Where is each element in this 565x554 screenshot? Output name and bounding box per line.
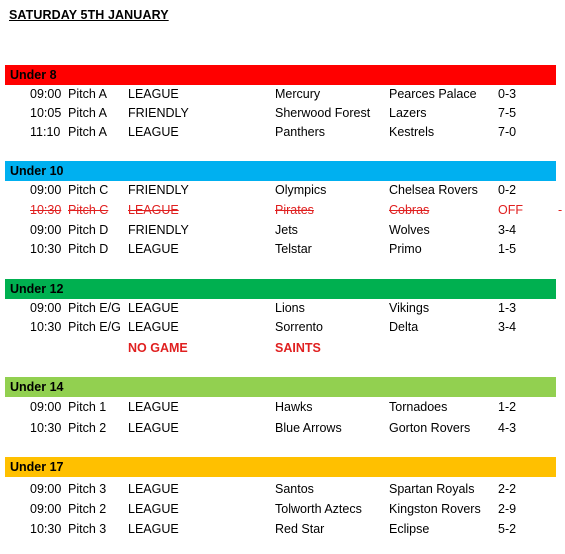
- home-team: Jets: [275, 223, 298, 237]
- match-type: LEAGUE: [128, 301, 179, 315]
- home-team: Lions: [275, 301, 305, 315]
- fixture-row: [0, 104, 565, 123]
- score: 1-3: [498, 301, 517, 315]
- away-team: Spartan Royals: [389, 482, 475, 496]
- pitch: Pitch 3: [68, 522, 107, 536]
- score: 1-2: [498, 400, 517, 414]
- kickoff-time: 10:30: [30, 242, 62, 256]
- pitch: Pitch A: [68, 87, 107, 101]
- home-team: Olympics: [275, 183, 327, 197]
- away-team: Kestrels: [389, 125, 435, 139]
- pitch: Pitch 2: [68, 421, 107, 435]
- kickoff-time: 09:00: [30, 482, 62, 496]
- fixture-row: [0, 419, 565, 438]
- fixture-row: [0, 221, 565, 240]
- match-type: LEAGUE: [128, 87, 179, 101]
- fixture-row: [0, 181, 565, 200]
- fixture-row: [0, 500, 565, 519]
- kickoff-time: 10:30: [30, 203, 62, 217]
- section-header-under-17: Under 17: [5, 457, 556, 477]
- pitch: Pitch E/G: [68, 320, 121, 334]
- match-type: LEAGUE: [128, 421, 179, 435]
- match-type: LEAGUE: [128, 482, 179, 496]
- kickoff-time: 10:30: [30, 421, 62, 435]
- kickoff-time: 09:00: [30, 301, 62, 315]
- match-type: LEAGUE: [128, 320, 179, 334]
- fixture-row: [0, 480, 565, 499]
- away-team: Pearces Palace: [389, 87, 477, 101]
- away-team: Wolves: [389, 223, 430, 237]
- score: 0-3: [498, 87, 517, 101]
- home-team: Tolworth Aztecs: [275, 502, 362, 516]
- match-type: LEAGUE: [128, 242, 179, 256]
- fixture-row: [0, 299, 565, 318]
- home-team: Blue Arrows: [275, 421, 342, 435]
- away-team: Primo: [389, 242, 422, 256]
- score-off: OFF: [498, 203, 523, 217]
- dash-mark: -: [558, 203, 563, 217]
- fixture-row-cancelled: [0, 201, 565, 220]
- away-team: Delta: [389, 320, 419, 334]
- kickoff-time: 09:00: [30, 502, 62, 516]
- pitch: Pitch E/G: [68, 301, 121, 315]
- fixture-row: [0, 240, 565, 259]
- away-team: Gorton Rovers: [389, 421, 471, 435]
- no-game-team: SAINTS: [275, 341, 321, 355]
- section-header-under-8: Under 8: [5, 65, 556, 85]
- match-type: FRIENDLY: [128, 106, 189, 120]
- home-team: Sherwood Forest: [275, 106, 371, 120]
- match-type: LEAGUE: [128, 125, 179, 139]
- home-team: Mercury: [275, 87, 321, 101]
- pitch: Pitch D: [68, 242, 109, 256]
- match-type: FRIENDLY: [128, 183, 189, 197]
- section-header-under-10: Under 10: [5, 161, 556, 181]
- kickoff-time: 09:00: [30, 400, 62, 414]
- pitch: Pitch 1: [68, 400, 107, 414]
- match-type: LEAGUE: [128, 400, 179, 414]
- pitch: Pitch A: [68, 125, 107, 139]
- kickoff-time: 10:30: [30, 522, 62, 536]
- pitch: Pitch A: [68, 106, 107, 120]
- kickoff-time: 10:05: [30, 106, 62, 120]
- match-type: LEAGUE: [128, 502, 179, 516]
- section-header-under-12: Under 12: [5, 279, 556, 299]
- score: 7-0: [498, 125, 517, 139]
- home-team: Telstar: [275, 242, 312, 256]
- away-team: Chelsea Rovers: [389, 183, 478, 197]
- away-team: Vikings: [389, 301, 430, 315]
- home-team: Santos: [275, 482, 314, 496]
- score: 1-5: [498, 242, 517, 256]
- pitch: Pitch D: [68, 223, 109, 237]
- match-type: LEAGUE: [128, 203, 179, 217]
- score: 3-4: [498, 320, 517, 334]
- no-game-label: NO GAME: [128, 341, 188, 355]
- page-title: SATURDAY 5TH JANUARY: [9, 8, 169, 22]
- kickoff-time: 10:30: [30, 320, 62, 334]
- kickoff-time: 09:00: [30, 87, 62, 101]
- fixture-row: [0, 123, 565, 142]
- score: 2-9: [498, 502, 517, 516]
- pitch: Pitch 3: [68, 482, 107, 496]
- fixture-row: [0, 520, 565, 539]
- match-type: LEAGUE: [128, 522, 179, 536]
- away-team: Cobras: [389, 203, 430, 217]
- away-team: Lazers: [389, 106, 427, 120]
- home-team: Sorrento: [275, 320, 323, 334]
- home-team: Panthers: [275, 125, 326, 139]
- kickoff-time: 09:00: [30, 183, 62, 197]
- score: 5-2: [498, 522, 517, 536]
- home-team: Hawks: [275, 400, 313, 414]
- score: 0-2: [498, 183, 517, 197]
- home-team: Red Star: [275, 522, 325, 536]
- section-header-under-14: Under 14: [5, 377, 556, 397]
- pitch: Pitch C: [68, 203, 109, 217]
- score: 7-5: [498, 106, 517, 120]
- pitch: Pitch 2: [68, 502, 107, 516]
- fixture-row: [0, 318, 565, 337]
- score: 2-2: [498, 482, 517, 496]
- fixture-row: [0, 398, 565, 417]
- home-team: Pirates: [275, 203, 314, 217]
- score: 3-4: [498, 223, 517, 237]
- away-team: Eclipse: [389, 522, 430, 536]
- no-game-note: [0, 339, 565, 358]
- score: 4-3: [498, 421, 517, 435]
- kickoff-time: 11:10: [30, 125, 61, 139]
- match-type: FRIENDLY: [128, 223, 189, 237]
- away-team: Kingston Rovers: [389, 502, 481, 516]
- pitch: Pitch C: [68, 183, 109, 197]
- fixture-row: [0, 85, 565, 104]
- away-team: Tornadoes: [389, 400, 448, 414]
- kickoff-time: 09:00: [30, 223, 62, 237]
